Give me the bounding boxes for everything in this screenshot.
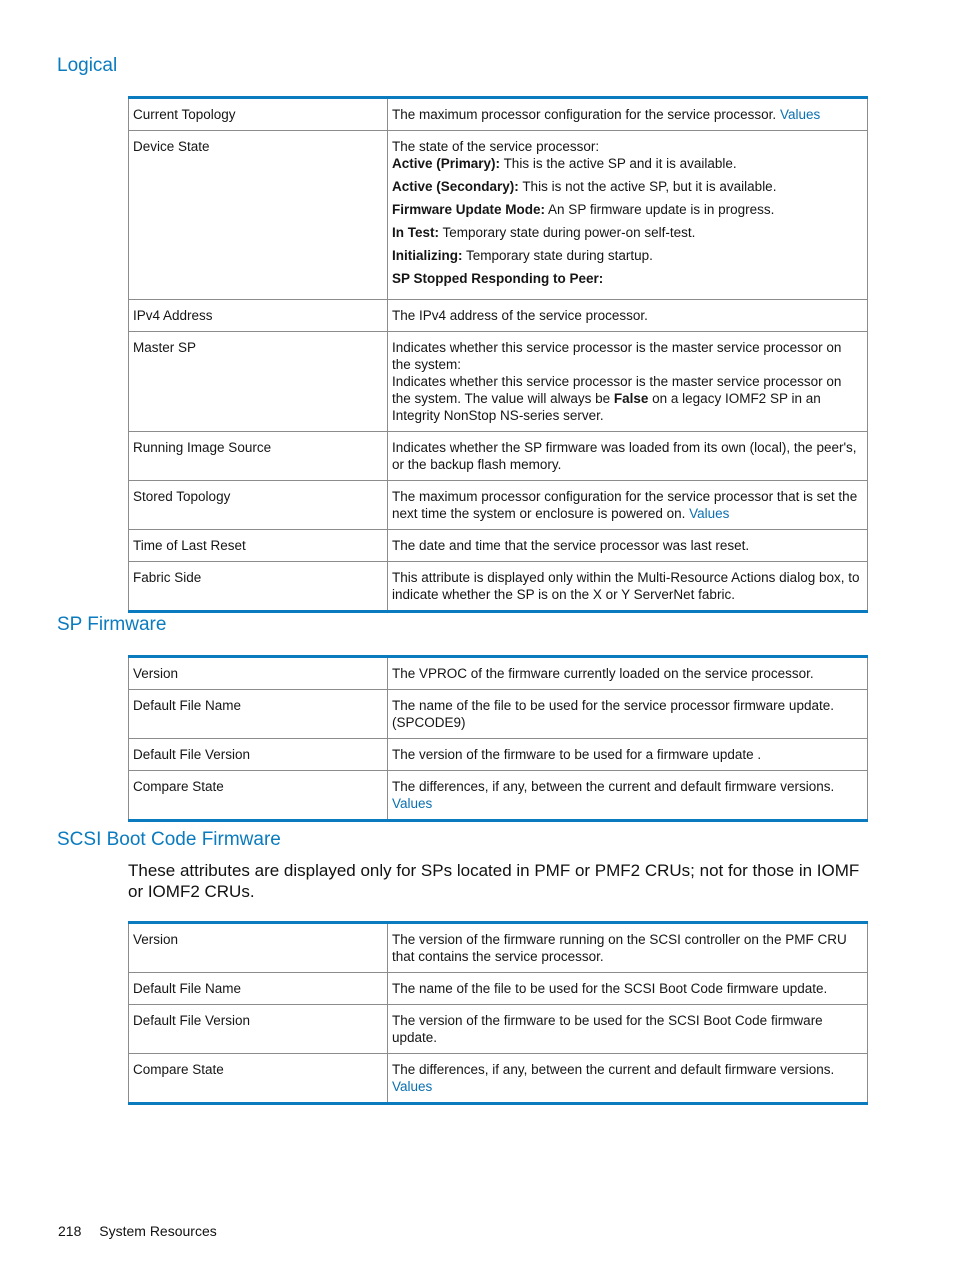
attribute-name: Default File Name (129, 973, 388, 1005)
table-row (129, 1054, 868, 1104)
description-text: Indicates whether this service processor is the master service processor on the system: (392, 340, 842, 372)
state-item (392, 247, 863, 264)
attribute-name: Compare State (129, 771, 388, 821)
scsi-attributes-table (128, 921, 868, 1105)
attribute-description: The IPv4 address of the service processor. (388, 300, 868, 332)
attribute-name: Master SP (129, 332, 388, 432)
attribute-name: Version (129, 923, 388, 973)
attribute-description: This attribute is displayed only within the Multi-Resource Actions dialog box, to indicate whether the SP is on the X or Y ServerNet fabric. (388, 562, 868, 612)
state-item (392, 224, 863, 241)
state-text: This is the active SP and it is available. (503, 156, 737, 171)
table-row (129, 739, 868, 771)
attribute-name: Version (129, 657, 388, 690)
description-text: The maximum processor configuration for the service processor that is set the next time the system or enclosure is powered on. (392, 489, 858, 521)
attribute-name: Running Image Source (129, 432, 388, 481)
attribute-description (388, 98, 868, 131)
state-label: Active (Secondary): (392, 179, 519, 194)
sp-firmware-attributes-table (128, 655, 868, 822)
attribute-description (388, 131, 868, 300)
table-row (129, 481, 868, 530)
table-row (129, 131, 868, 300)
table-row (129, 300, 868, 332)
table-row (129, 923, 868, 973)
state-text: An SP firmware update is in progress. (548, 202, 775, 217)
attribute-name: Time of Last Reset (129, 530, 388, 562)
description-text-secondary (392, 373, 863, 424)
attribute-name: Stored Topology (129, 481, 388, 530)
attribute-name: Current Topology (129, 98, 388, 131)
state-label: In Test: (392, 225, 439, 240)
attribute-name: Default File Version (129, 739, 388, 771)
state-item (392, 201, 863, 218)
attribute-description (388, 332, 868, 432)
attribute-name: Compare State (129, 1054, 388, 1104)
state-text: Temporary state during startup. (466, 248, 653, 263)
state-item (392, 178, 863, 195)
description-text: The state of the service processor: (392, 139, 600, 154)
table-row (129, 332, 868, 432)
attribute-description: The version of the firmware running on the SCSI controller on the PMF CRU that contains the service processor. (388, 923, 868, 973)
attribute-description (388, 481, 868, 530)
page-footer (58, 1223, 217, 1239)
state-item (392, 270, 863, 287)
state-label: Active (Primary): (392, 156, 501, 171)
section-heading-sp-firmware: SP Firmware (57, 614, 167, 635)
attribute-description: Indicates whether the SP firmware was loaded from its own (local), the peer's, or the backup flash memory. (388, 432, 868, 481)
page-number: 218 (58, 1223, 82, 1239)
values-link[interactable]: Values (689, 506, 730, 521)
attribute-description (388, 771, 868, 821)
section-heading-scsi-boot-code: SCSI Boot Code Firmware (57, 829, 281, 850)
table-row (129, 98, 868, 131)
table-row (129, 973, 868, 1005)
description-part: on a legacy IOMF2 SP in an Integrity NonStop NS-series server. (392, 391, 821, 423)
table-row (129, 432, 868, 481)
state-text: Temporary state during power-on self-test. (442, 225, 696, 240)
table-row (129, 1005, 868, 1054)
logical-attributes-table (128, 96, 868, 613)
description-text: The differences, if any, between the current and default firmware versions. (392, 1062, 835, 1077)
attribute-description: The name of the file to be used for the SCSI Boot Code firmware update. (388, 973, 868, 1005)
state-label: Firmware Update Mode: (392, 202, 546, 217)
attribute-description (388, 1054, 868, 1104)
values-link[interactable]: Values (392, 796, 433, 811)
false-keyword: False (613, 391, 649, 406)
attribute-description: The name of the file to be used for the service processor firmware update. (SPCODE9) (388, 690, 868, 739)
table-row (129, 530, 868, 562)
attribute-name: IPv4 Address (129, 300, 388, 332)
attribute-name: Device State (129, 131, 388, 300)
section-intro-text: These attributes are displayed only for SPs located in PMF or PMF2 CRUs; not for those in IOMF or IOMF2 CRUs. (128, 861, 860, 901)
attribute-description: The date and time that the service processor was last reset. (388, 530, 868, 562)
table-row (129, 657, 868, 690)
description-text: The differences, if any, between the current and default firmware versions. (392, 779, 835, 794)
values-link[interactable]: Values (392, 1079, 433, 1094)
state-label: Initializing: (392, 248, 463, 263)
attribute-name: Default File Name (129, 690, 388, 739)
table-row (129, 562, 868, 612)
values-link[interactable]: Values (779, 107, 821, 122)
description-part: Indicates whether this service processor is the master service processor on the system. The value will always be (392, 374, 842, 406)
description-text: The maximum processor configuration for the service processor. (392, 107, 777, 122)
attribute-description: The version of the firmware to be used for the SCSI Boot Code firmware update. (388, 1005, 868, 1054)
attribute-name: Fabric Side (129, 562, 388, 612)
attribute-description: The VPROC of the firmware currently loaded on the service processor. (388, 657, 868, 690)
chapter-title: System Resources (99, 1223, 217, 1239)
table-row (129, 771, 868, 821)
state-item (392, 155, 863, 172)
table-row (129, 690, 868, 739)
attribute-name: Default File Version (129, 1005, 388, 1054)
section-heading-logical: Logical (57, 55, 118, 76)
attribute-description: The version of the firmware to be used for a firmware update . (388, 739, 868, 771)
state-text: This is not the active SP, but it is available. (522, 179, 777, 194)
state-label: SP Stopped Responding to Peer: (392, 271, 604, 286)
